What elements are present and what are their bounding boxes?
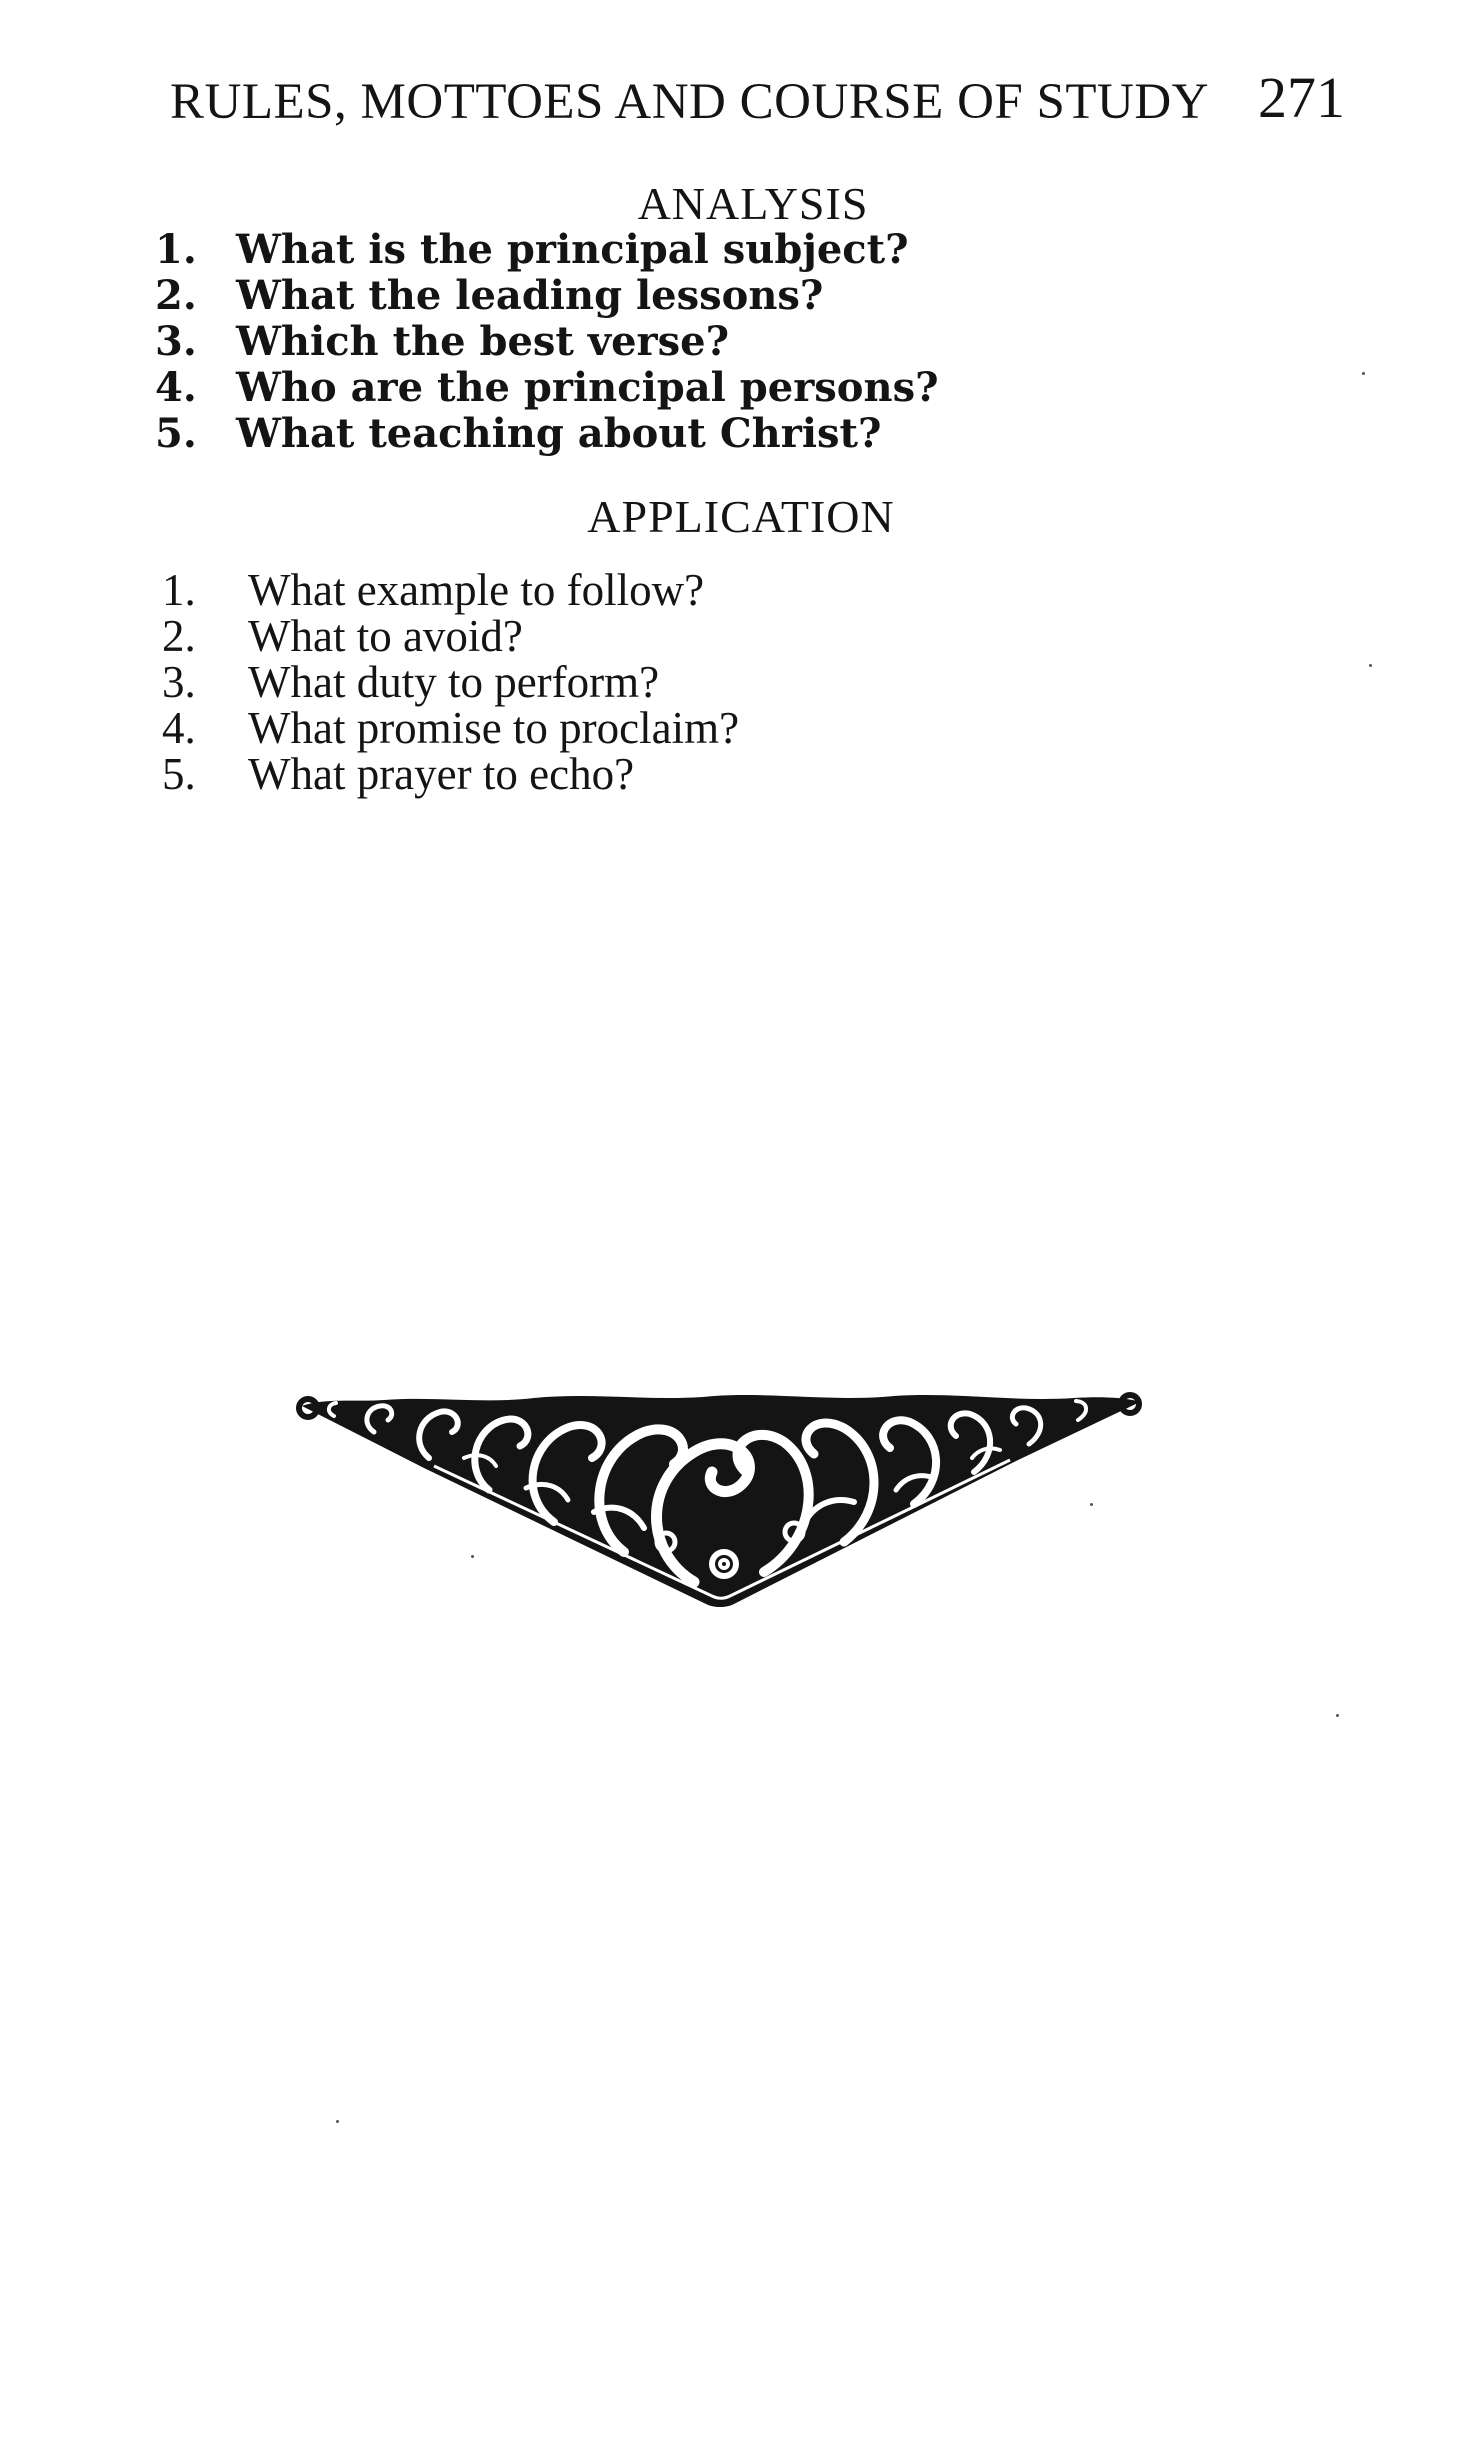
list-item (155, 272, 939, 318)
print-speck (1369, 664, 1372, 667)
item-number: 5. (162, 749, 196, 799)
item-number: 5. (155, 410, 197, 457)
item-text: What is the principal subject? (236, 226, 909, 273)
item-text: What promise to proclaim? (248, 703, 740, 753)
analysis-heading: ANALYSIS (637, 178, 869, 229)
print-speck (1362, 372, 1365, 375)
print-speck (336, 2120, 339, 2123)
item-number: 3. (162, 657, 196, 707)
item-number: 2. (162, 611, 196, 661)
item-text: Which the best verse? (236, 318, 730, 365)
print-speck (471, 1555, 474, 1558)
scrollwork-tailpiece-icon (294, 1392, 1144, 1614)
print-speck (1336, 1714, 1339, 1717)
list-item (162, 748, 739, 799)
list-item (155, 364, 939, 410)
list-item (162, 564, 739, 615)
list-item (162, 610, 739, 661)
item-number: 1. (155, 226, 197, 273)
item-text: Who are the principal persons? (236, 364, 939, 411)
list-item (162, 702, 740, 753)
item-number: 4. (162, 703, 196, 753)
list-item (162, 656, 739, 707)
application-heading: APPLICATION (587, 491, 895, 542)
item-text: What teaching about Christ? (236, 410, 882, 457)
page-number: 271 (1258, 65, 1345, 130)
item-text: What to avoid? (248, 611, 523, 661)
application-list (162, 564, 740, 799)
list-item (155, 410, 939, 456)
item-number: 1. (162, 565, 196, 615)
print-speck (1090, 1503, 1093, 1506)
running-head (170, 65, 1345, 134)
item-text: What prayer to echo? (248, 749, 635, 799)
item-text: What duty to perform? (248, 657, 660, 707)
item-text: What the leading lessons? (236, 272, 824, 319)
item-text: What example to follow? (248, 565, 705, 615)
list-item (155, 226, 939, 272)
item-number: 2. (155, 272, 197, 319)
analysis-list (155, 226, 939, 456)
item-number: 4. (155, 364, 197, 411)
running-title: RULES, MOTTOES AND COURSE OF STUDY (170, 74, 1210, 130)
list-item (155, 318, 939, 364)
item-number: 3. (155, 318, 197, 365)
